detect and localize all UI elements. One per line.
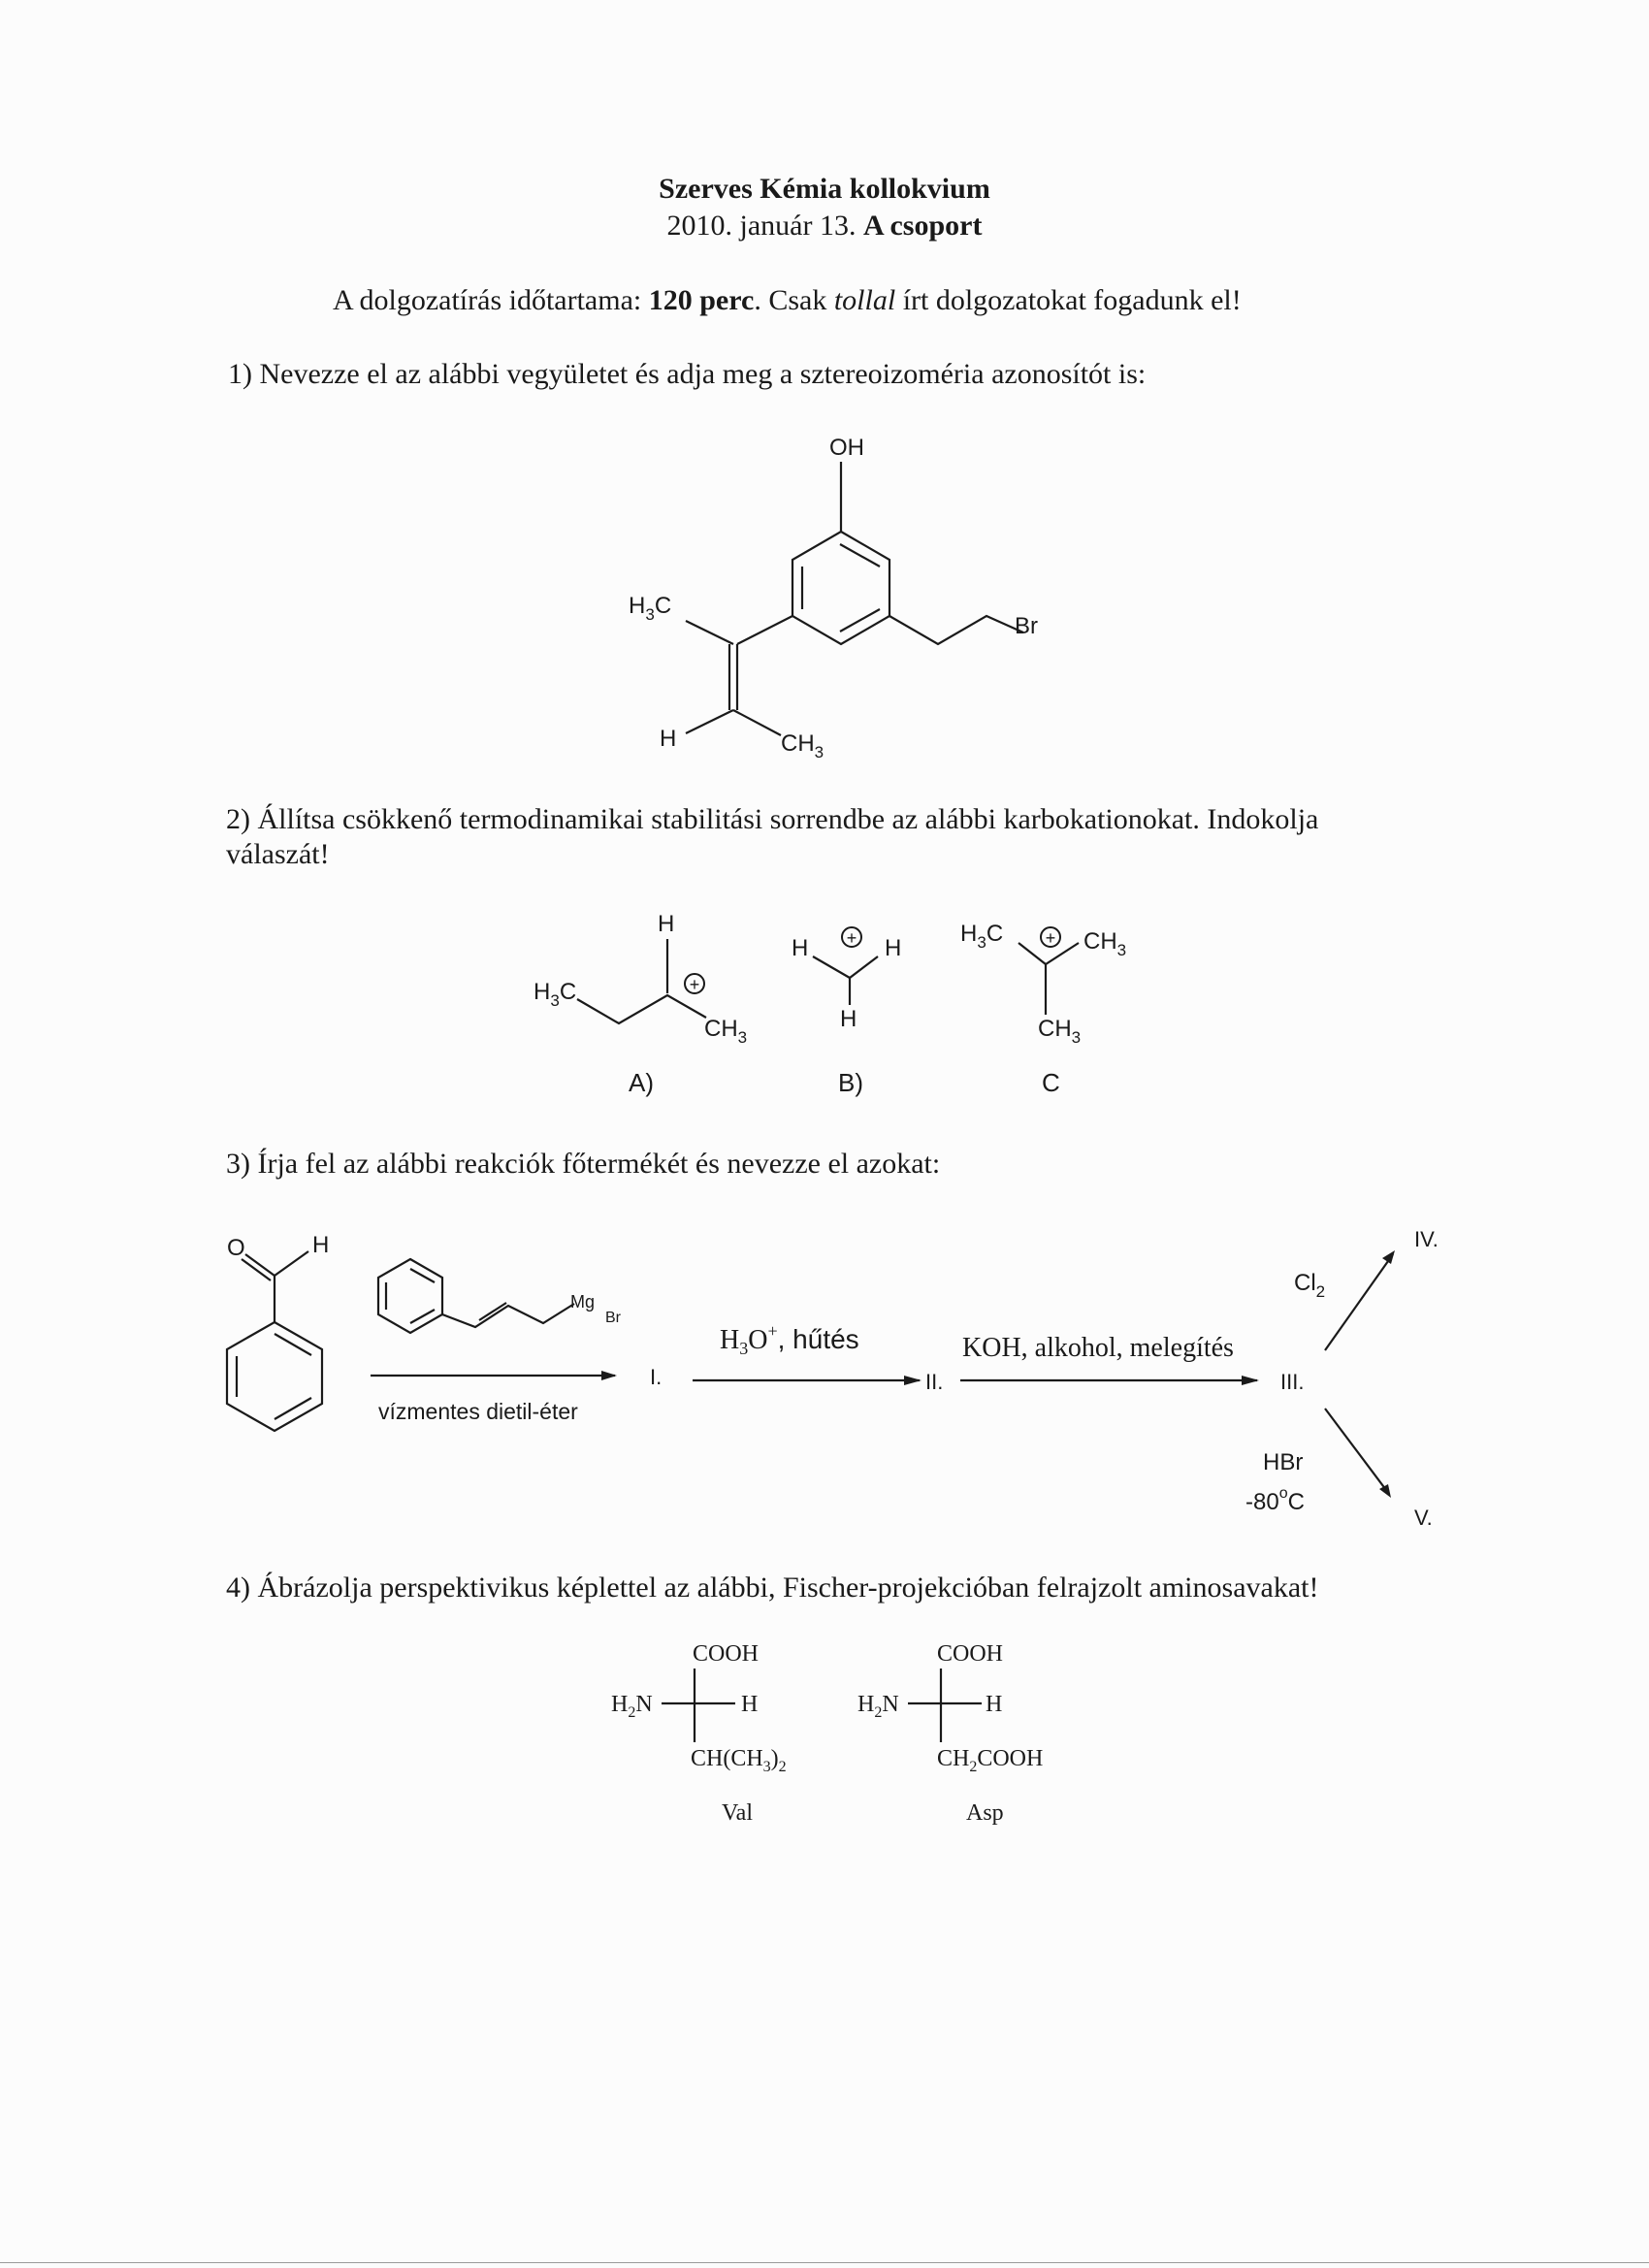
asp-left-group: $H_2N$ bbox=[857, 1692, 899, 1721]
val-right-group: H bbox=[741, 1692, 759, 1717]
q2c-ch3-label: $CH_3$ bbox=[1083, 928, 1127, 959]
q1-benzene-ring bbox=[792, 532, 889, 644]
q3-hbr-label: HBr bbox=[1263, 1449, 1304, 1475]
question-2-line-2: válaszát! bbox=[226, 838, 330, 870]
q2c-h3c-label: $H_3C$ bbox=[960, 921, 1004, 952]
q3-product-4: IV. bbox=[1414, 1227, 1439, 1251]
instructions-emphasis: tollal bbox=[833, 284, 896, 316]
q4-valine-fischer bbox=[611, 1641, 787, 1826]
val-bottom-group: $CH(CH_3)_2$ bbox=[691, 1746, 787, 1775]
q2c-plus-sign: + bbox=[1045, 928, 1056, 948]
date-text: 2010. január 13. bbox=[666, 210, 857, 242]
q3-br-label: Br bbox=[605, 1310, 621, 1326]
q2-label-b: B) bbox=[838, 1068, 863, 1097]
q3-arrow-4 bbox=[1325, 1254, 1393, 1350]
q2a-plus-sign: + bbox=[689, 975, 700, 994]
asp-name: Asp bbox=[966, 1800, 1004, 1826]
val-name: Val bbox=[722, 1800, 753, 1826]
q3-cl2-label: $Cl_2$ bbox=[1294, 1270, 1326, 1301]
question-2-line-1: 2) Állítsa csökkenő termodinamikai stabilitási sorrendbe az alábbi karbokationokat. Indokolja bbox=[226, 803, 1319, 835]
q3-arrow-5 bbox=[1325, 1409, 1389, 1494]
q1-structure bbox=[629, 435, 1038, 761]
q3-grignard-reagent bbox=[378, 1259, 622, 1333]
q2-carbocation-c bbox=[960, 921, 1126, 1097]
q1-br-label: Br bbox=[1015, 613, 1038, 639]
q3-reagent-3: KOH, alkohol, melegítés bbox=[962, 1333, 1234, 1363]
q3-o-label: O bbox=[227, 1235, 245, 1261]
asp-bottom-group: $CH_2COOH$ bbox=[937, 1746, 1044, 1775]
q3-product-3: III. bbox=[1280, 1370, 1305, 1394]
q3-product-2: II. bbox=[925, 1370, 944, 1394]
q2-label-c: C bbox=[1042, 1068, 1060, 1097]
q3-arrows bbox=[371, 1227, 1439, 1530]
q2b-h-bottom: H bbox=[840, 1006, 857, 1032]
group-text: A csoport bbox=[862, 210, 983, 242]
q2-carbocation-b bbox=[792, 927, 901, 1097]
q2c-ch3-bottom: $CH_3$ bbox=[1038, 1016, 1082, 1047]
duration-text: 120 perc bbox=[648, 284, 755, 316]
q3-mg-label: Mg bbox=[570, 1292, 596, 1312]
val-top-group: COOH bbox=[693, 1641, 760, 1667]
q2b-h-right: H bbox=[885, 935, 902, 961]
q3-reagent-2: $H_3O^+$, hűtés bbox=[720, 1321, 859, 1358]
q3-grignard-ring bbox=[378, 1259, 442, 1333]
q1-oh-label: OH bbox=[829, 435, 864, 461]
q3-product-1: I. bbox=[650, 1365, 663, 1389]
q3-temperature: -80$^o$C bbox=[1245, 1485, 1305, 1515]
question-3-text: 3) Írja fel az alábbi reakciók főtermékét és nevezze el azokat: bbox=[226, 1148, 941, 1180]
q4-aspartate-fischer bbox=[857, 1641, 1043, 1826]
q3-benzaldehyde-ring bbox=[227, 1322, 322, 1431]
q1-h3c-label: $H_3C$ bbox=[629, 593, 672, 624]
q2b-plus-sign: + bbox=[846, 928, 857, 948]
q3-product-5: V. bbox=[1414, 1506, 1433, 1530]
q1-h-label: H bbox=[660, 726, 677, 752]
val-left-group: $H_2N$ bbox=[611, 1692, 653, 1721]
q3-benzaldehyde bbox=[227, 1232, 329, 1431]
asp-right-group: H bbox=[986, 1692, 1003, 1717]
instructions-mid: . Csak bbox=[754, 284, 827, 316]
scan-bottom-edge bbox=[0, 2262, 1649, 2263]
q1-ch3-label: $CH_3$ bbox=[781, 730, 824, 761]
q2b-h-left: H bbox=[792, 935, 809, 961]
q2a-h-top: H bbox=[658, 911, 675, 937]
question-4-text: 4) Ábrázolja perspektivikus képlettel az alábbi, Fischer-projekcióban felrajzolt aminosavakat! bbox=[226, 1571, 1319, 1604]
title-text: Szerves Kémia kollokvium bbox=[659, 173, 990, 205]
instructions-prefix: A dolgozatírás időtartama: bbox=[333, 284, 642, 316]
q3-h-label: H bbox=[312, 1232, 330, 1258]
instructions-suffix: írt dolgozatokat fogadunk el! bbox=[902, 284, 1242, 316]
q2a-ch3-label: $CH_3$ bbox=[704, 1016, 748, 1047]
q3-reagent-1: vízmentes dietil-éter bbox=[378, 1399, 578, 1424]
asp-top-group: COOH bbox=[937, 1641, 1004, 1667]
q2-label-a: A) bbox=[629, 1068, 654, 1097]
q2-carbocation-a bbox=[534, 911, 747, 1097]
q2a-h3c-label: $H_3C$ bbox=[534, 979, 577, 1010]
question-1-text: 1) Nevezze el az alábbi vegyületet és adja meg a sztereoizoméria azonosítót is: bbox=[228, 358, 1147, 390]
